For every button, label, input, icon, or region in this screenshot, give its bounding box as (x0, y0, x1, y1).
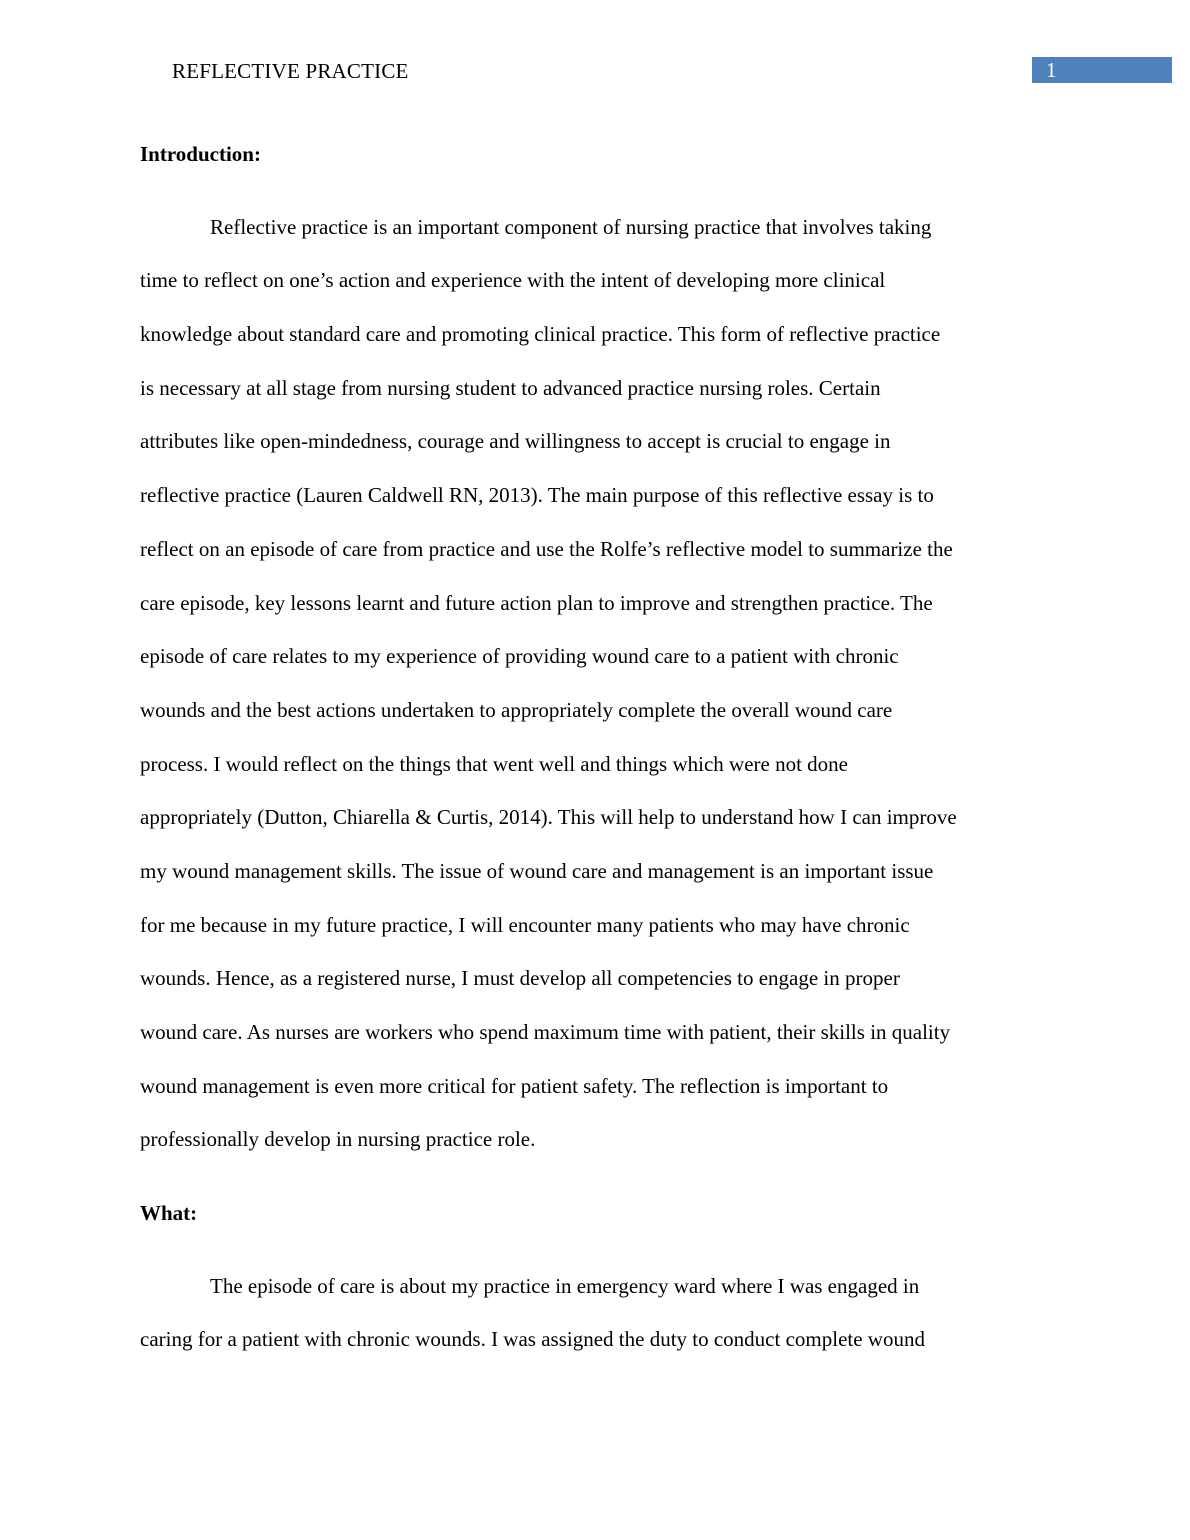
paragraph-line: wounds. Hence, as a registered nurse, I must develop all competencies to engage in proper (140, 966, 900, 990)
paragraph-line: reflect on an episode of care from practice and use the Rolfe’s reflective model to summarize the (140, 537, 953, 561)
paragraph-line: caring for a patient with chronic wounds. I was assigned the duty to conduct complete wound (140, 1327, 925, 1351)
paragraph-line: time to reflect on one’s action and experience with the intent of developing more clinical (140, 268, 886, 292)
page-number: 1 (1046, 58, 1057, 82)
paragraph-line: wounds and the best actions undertaken to appropriately complete the overall wound care (140, 698, 893, 722)
paragraph-line: is necessary at all stage from nursing student to advanced practice nursing roles. Certain (140, 376, 881, 400)
paragraph-line: for me because in my future practice, I will encounter many patients who may have chronic (140, 913, 910, 937)
running-head: REFLECTIVE PRACTICE (172, 59, 409, 83)
paragraph-line: The episode of care is about my practice in emergency ward where I was engaged in (210, 1274, 920, 1298)
paragraph-line: appropriately (Dutton, Chiarella & Curtis, 2014). This will help to understand how I can improve (140, 805, 957, 829)
paragraph-line: episode of care relates to my experience of providing wound care to a patient with chronic (140, 644, 899, 668)
paragraph-line: care episode, key lessons learnt and future action plan to improve and strengthen practice. The (140, 591, 933, 615)
paragraph-line: professionally develop in nursing practice role. (140, 1127, 536, 1151)
page-number-box (1032, 57, 1172, 83)
paragraph-line: attributes like open-mindedness, courage and willingness to accept is crucial to engage in (140, 429, 891, 453)
section-heading-introduction: Introduction: (140, 142, 261, 166)
paragraph-line: Reflective practice is an important component of nursing practice that involves taking (210, 215, 932, 239)
paragraph-line: process. I would reflect on the things that went well and things which were not done (140, 752, 848, 776)
paragraph-line: wound management is even more critical for patient safety. The reflection is important to (140, 1074, 889, 1098)
paragraph-line: reflective practice (Lauren Caldwell RN, 2013). The main purpose of this reflective essay is to (140, 483, 934, 507)
paragraph-line: knowledge about standard care and promoting clinical practice. This form of reflective practice (140, 322, 941, 346)
paragraph-line: my wound management skills. The issue of wound care and management is an important issue (140, 859, 934, 883)
paragraph-line: wound care. As nurses are workers who spend maximum time with patient, their skills in quality (140, 1020, 951, 1044)
section-heading-what: What: (140, 1201, 198, 1225)
